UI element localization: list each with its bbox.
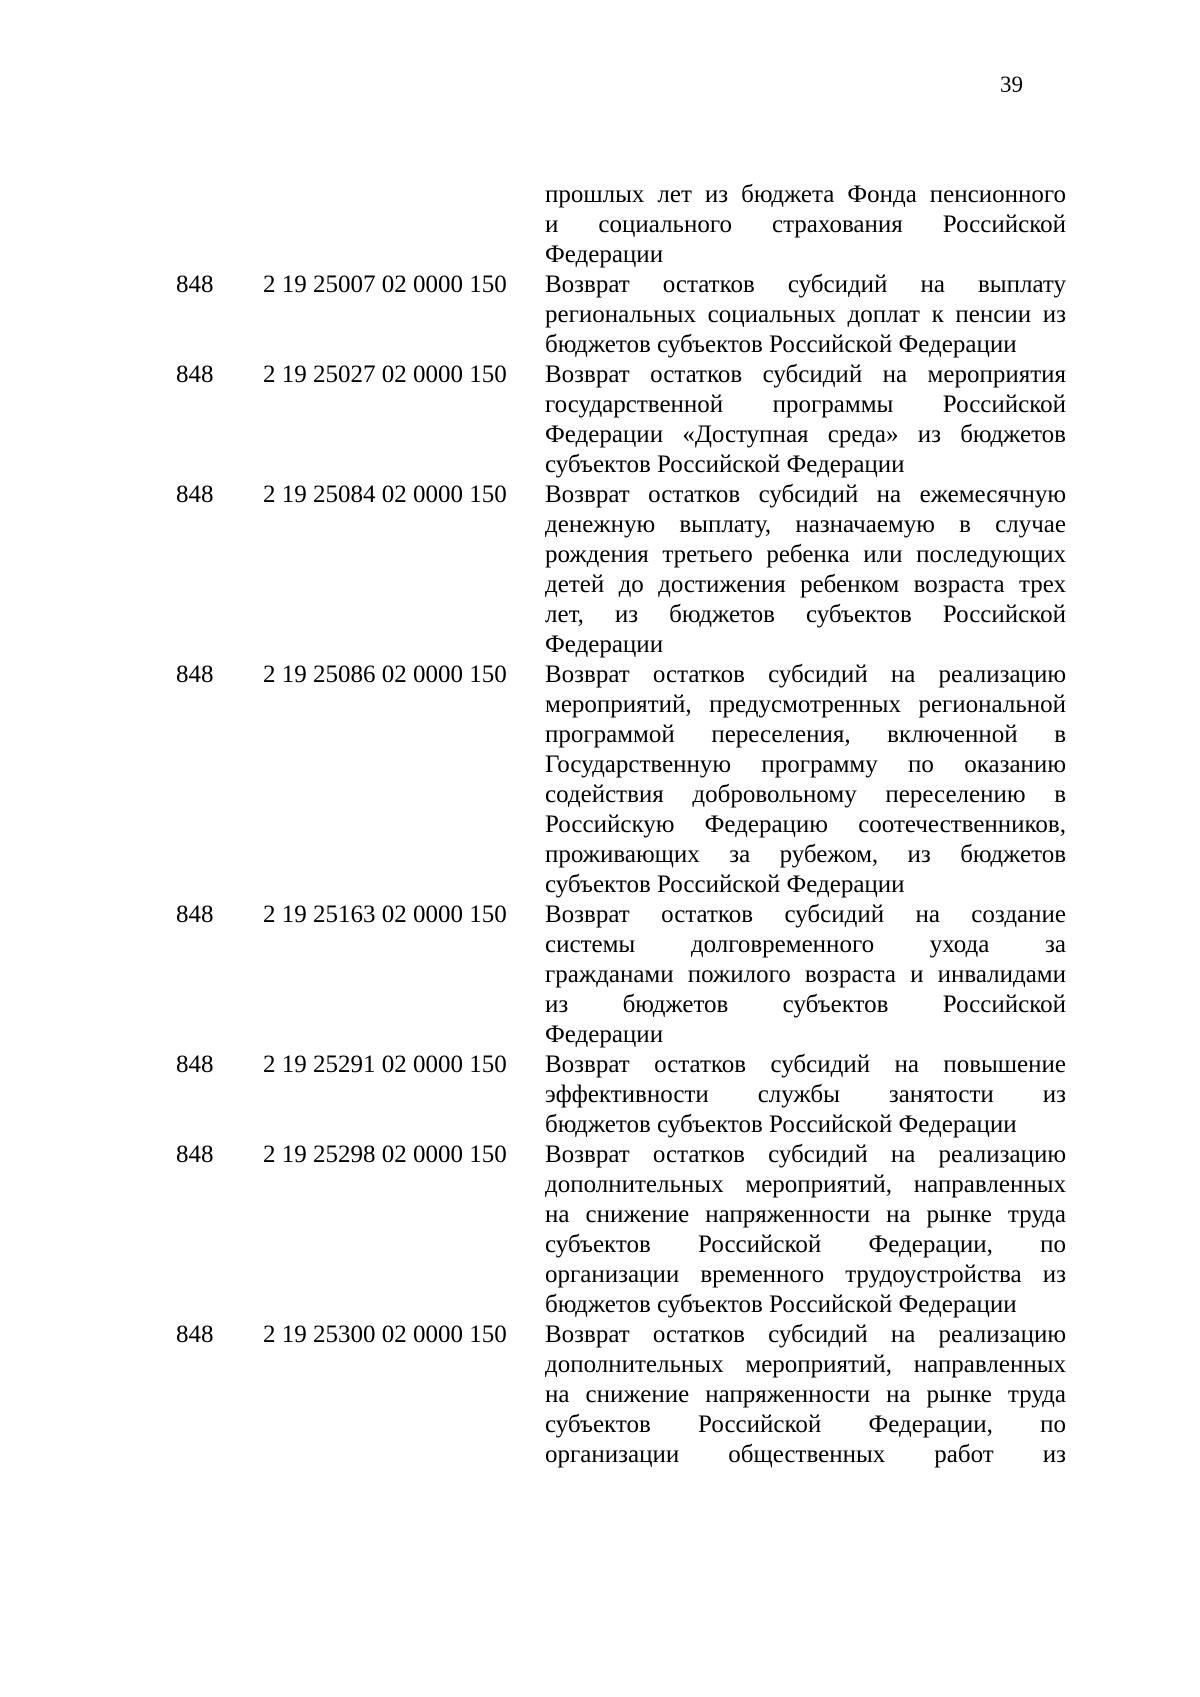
revenue-name-line: эффективности службы занятости из — [545, 1081, 1066, 1108]
revenue-name-line: из бюджетов субъектов Российской — [545, 991, 1066, 1018]
budget-classification-code: 2 19 25298 02 0000 150 — [263, 1141, 507, 1168]
budget-classification-code: 2 19 25163 02 0000 150 — [263, 901, 507, 928]
revenue-name-line: программой переселения, включенной в — [545, 721, 1066, 748]
revenue-name-line: субъектов Российской Федерации — [545, 871, 905, 898]
revenue-name-line: Возврат остатков субсидий на ежемесячную — [545, 481, 1066, 508]
revenue-name-line: содействия добровольному переселению в — [545, 781, 1066, 808]
budget-classification-code: 2 19 25084 02 0000 150 — [263, 481, 507, 508]
administrator-code: 848 — [176, 481, 214, 508]
revenue-name-line: бюджетов субъектов Российской Федерации — [545, 1291, 1017, 1318]
revenue-name-line: дополнительных мероприятий, направленных — [545, 1171, 1066, 1198]
revenue-name-line: субъектов Российской Федерации — [545, 451, 905, 478]
table-row — [0, 660, 1200, 900]
table-row — [0, 180, 1200, 270]
revenue-name — [545, 900, 1066, 1050]
revenue-name — [545, 1320, 1066, 1470]
budget-classification-code: 2 19 25007 02 0000 150 — [263, 271, 507, 298]
revenue-name-line: Возврат остатков субсидий на мероприятия — [545, 361, 1066, 388]
revenue-name — [545, 180, 1066, 270]
table-row — [0, 1140, 1200, 1320]
revenue-name-line: Федерации — [545, 241, 664, 268]
revenue-name-line: субъектов Российской Федерации, по — [545, 1411, 1066, 1438]
revenue-name-line: организации временного трудоустройства из — [545, 1261, 1066, 1288]
budget-classification-code: 2 19 25300 02 0000 150 — [263, 1321, 507, 1348]
revenue-name-line: лет, из бюджетов субъектов Российской — [545, 601, 1066, 628]
revenue-name-line: денежную выплату, назначаемую в случае — [545, 511, 1066, 538]
administrator-code: 848 — [176, 901, 214, 928]
budget-codes-table — [0, 180, 1200, 1470]
revenue-name — [545, 1140, 1066, 1320]
revenue-name-line: на снижение напряженности на рынке труда — [545, 1201, 1066, 1228]
table-row — [0, 900, 1200, 1050]
revenue-name-line: субъектов Российской Федерации, по — [545, 1231, 1066, 1258]
administrator-code: 848 — [176, 661, 214, 688]
revenue-name-line: бюджетов субъектов Российской Федерации — [545, 1111, 1017, 1138]
table-row — [0, 1050, 1200, 1140]
revenue-name — [545, 480, 1066, 660]
revenue-name-line: Возврат остатков субсидий на реализацию — [545, 1141, 1066, 1168]
revenue-name-line: Российскую Федерацию соотечественников, — [545, 811, 1066, 838]
revenue-name-line: бюджетов субъектов Российской Федерации — [545, 331, 1017, 358]
table-row — [0, 480, 1200, 660]
revenue-name-line: Федерации — [545, 631, 664, 658]
table-row — [0, 270, 1200, 360]
revenue-name-line: Возврат остатков субсидий на выплату — [545, 271, 1066, 298]
revenue-name — [545, 1050, 1066, 1140]
page-number: 39 — [1000, 72, 1023, 97]
revenue-name-line: мероприятий, предусмотренных региональной — [545, 691, 1066, 718]
revenue-name-line: государственной программы Российской — [545, 391, 1066, 418]
revenue-name-line: Государственную программу по оказанию — [545, 751, 1066, 778]
revenue-name-line: Возврат остатков субсидий на реализацию — [545, 661, 1066, 688]
budget-classification-code: 2 19 25086 02 0000 150 — [263, 661, 507, 688]
revenue-name-line: проживающих за рубежом, из бюджетов — [545, 841, 1066, 868]
revenue-name-line: рождения третьего ребенка или последующих — [545, 541, 1066, 568]
revenue-name-line: системы долговременного ухода за — [545, 931, 1066, 958]
table-row — [0, 1320, 1200, 1470]
revenue-name-line: дополнительных мероприятий, направленных — [545, 1351, 1066, 1378]
revenue-name-line: гражданами пожилого возраста и инвалидами — [545, 961, 1066, 988]
table-row — [0, 360, 1200, 480]
revenue-name — [545, 660, 1066, 900]
revenue-name — [545, 270, 1066, 360]
revenue-name-line: Возврат остатков субсидий на повышение — [545, 1051, 1066, 1078]
revenue-name-line: прошлых лет из бюджета Фонда пенсионного — [545, 181, 1066, 208]
revenue-name-line: Возврат остатков субсидий на создание — [545, 901, 1066, 928]
administrator-code: 848 — [176, 1051, 214, 1078]
administrator-code: 848 — [176, 361, 214, 388]
revenue-name-line: Федерации — [545, 1021, 664, 1048]
administrator-code: 848 — [176, 1321, 214, 1348]
budget-classification-code: 2 19 25027 02 0000 150 — [263, 361, 507, 388]
budget-classification-code: 2 19 25291 02 0000 150 — [263, 1051, 507, 1078]
revenue-name-line: на снижение напряженности на рынке труда — [545, 1381, 1066, 1408]
revenue-name-line: детей до достижения ребенком возраста трех — [545, 571, 1066, 598]
administrator-code: 848 — [176, 1141, 214, 1168]
revenue-name-line: Возврат остатков субсидий на реализацию — [545, 1321, 1066, 1348]
revenue-name-line: региональных социальных доплат к пенсии из — [545, 301, 1066, 328]
revenue-name-line: и социального страхования Российской — [545, 211, 1066, 238]
revenue-name-line: Федерации «Доступная среда» из бюджетов — [545, 421, 1066, 448]
revenue-name — [545, 360, 1066, 480]
revenue-name-line: организации общественных работ из — [545, 1441, 1066, 1468]
administrator-code: 848 — [176, 271, 214, 298]
